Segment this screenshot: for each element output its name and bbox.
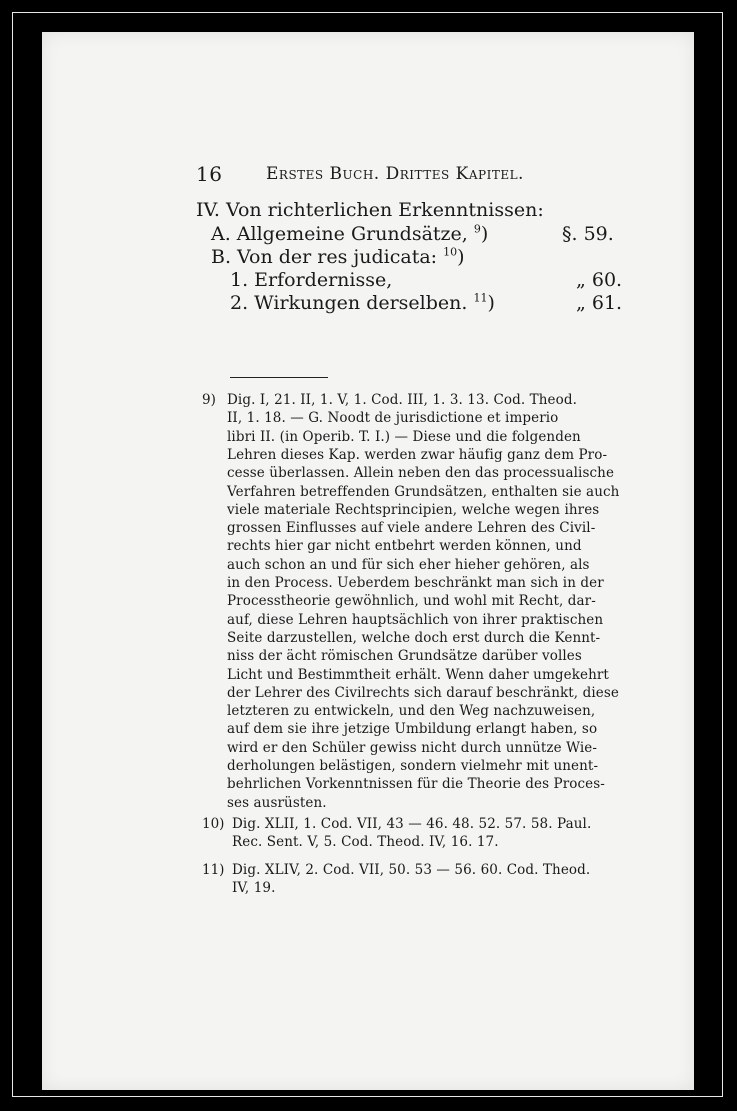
footnote-line: Dig. XLII, 1. Cod. VII, 43 — 46. 48. 52. 57. 58. Paul. [232,816,592,832]
footnote-line: derholungen belästigen, sondern vielmehr mit unent- [227,758,599,774]
page-header [196,162,576,192]
footnote-line: IV, 19. [232,880,276,897]
footnote-line: rechts hier gar nicht entbehrt werden können, und [227,538,582,555]
footnote-line: libri II. (in Operib. T. I.) — Diese und die folgenden [227,428,581,445]
footnote-line: ses ausrüsten. [227,794,327,811]
outline-item: 2. Wirkungen derselben. $^{11}$) [230,291,495,314]
footnote-line: behrlichen Vorkenntnissen für die Theorie des Proces- [227,776,605,793]
footnote-line: cesse überlassen. Allein neben den das processualische [227,465,615,482]
footnote-line: Dig. I, 21. II, 1. V, 1. Cod. III, 1. 3. 13. Cod. Theod. [227,392,578,408]
footnote-line: Licht und Bestimmtheit erhält. Wenn daher umgekehrt [227,666,609,683]
outline-item: 1. Erfordernisse, [230,269,393,291]
footnote-line: der Lehrer des Civilrechts sich darauf beschränkt, diese [227,684,619,701]
footnote-ref: 10 [443,245,458,259]
footnote-line: Lehren dieses Kap. werden zwar häufig ganz dem Pro- [227,446,608,463]
footnote-line: auf, diese Lehren hauptsächlich von ihrer praktischen [227,611,604,628]
footnote-line: Rec. Sent. V, 5. Cod. Theod. IV, 16. 17. [232,834,499,851]
footnote-line: Seite darzustellen, welche doch erst durch die Kennt- [227,629,601,646]
footnote-ref: 9 [473,222,481,236]
outline-heading: IV. Von richterlichen Erkenntnissen: [196,199,544,221]
footnote-line: Dig. XLIV, 2. Cod. VII, 50. 53 — 56. 60. Cod. Theod. [232,862,591,878]
footnote-line: auch schon an und für sich eher hieher gehören, als [227,556,590,573]
paragraph-ref: §. 59. [562,223,614,245]
footnote-line: II, 1. 18. — G. Noodt de jurisdictione et imperio [227,410,559,427]
page-number: 16 [196,162,223,186]
footnote-line: Processtheorie gewöhnlich, und wohl mit Recht, dar- [227,593,596,610]
footnote-line: auf dem sie ihre jetzige Umbildung erlangt haben, so [227,721,598,738]
footnote-separator [230,377,328,378]
footnote-line: letzteren zu entwickeln, und den Weg nachzuweisen, [227,703,596,720]
paragraph-ref: „ 60. [576,269,623,291]
footnote-line: niss der ächt römischen Grundsätze darüber volles [227,648,582,665]
footnote-line: in den Process. Ueberdem beschränkt man sich in der [227,575,604,591]
running-title: Erstes Buch. Drittes Kapitel. [266,164,524,184]
paragraph-ref: „ 61. [576,292,623,314]
footnote-number: 10) [202,816,225,832]
footnote-line: grossen Einflusses auf viele andere Lehren des Civil- [227,520,596,537]
footnote-number: 9) [202,392,216,408]
outline-item: B. Von der res judicata: $^{10}$) [211,245,465,268]
book-page [42,32,694,1090]
footnote-line: viele materiale Rechtsprincipien, welche wegen ihres [227,501,600,518]
footnote-ref: 11 [473,291,488,305]
footnote-line: wird er den Schüler gewiss nicht durch unnütze Wie- [227,739,598,756]
outline-item: A. Allgemeine Grundsätze, $^9$) [211,222,489,245]
footnote-line: Verfahren betreffenden Grundsätzen, enthalten sie auch [227,483,620,500]
footnote-number: 11) [202,862,225,878]
